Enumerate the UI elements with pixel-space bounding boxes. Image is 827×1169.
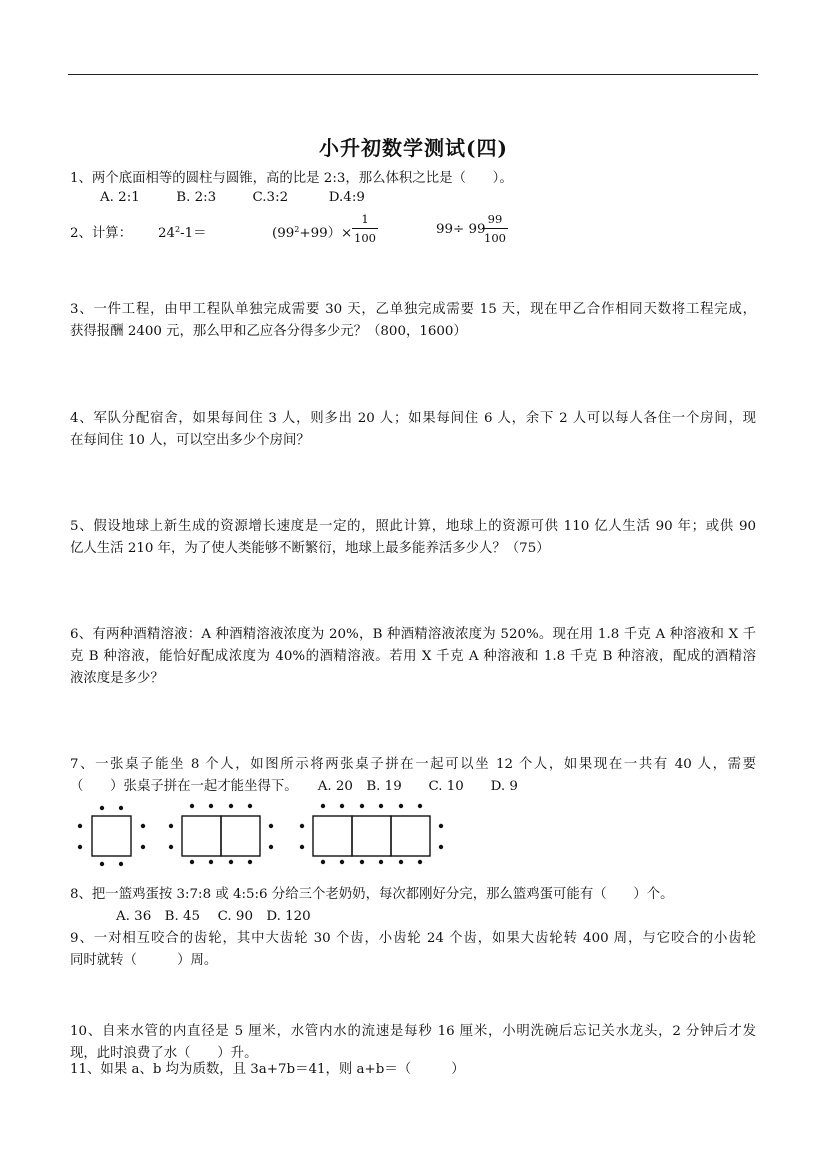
seat-dot <box>100 862 104 866</box>
seat-dot <box>360 860 364 864</box>
seat-dot <box>248 804 252 808</box>
seat-dot <box>229 804 233 808</box>
question-3-line-1: 3、一件工程，由甲工程队单独完成需要 30 天，乙单独完成需要 15 天，现在甲乙合作相同天数将工程完成， <box>70 302 756 317</box>
seat-dot <box>190 804 194 808</box>
question-7-line-1: 7、一张桌子能坐 8 个人，如图所示将两张桌子拼在一起可以坐 12 个人，如果现在一共有 40 人，需要 <box>70 757 756 772</box>
option-c: C.3:2 <box>252 190 289 205</box>
table-3a <box>313 816 352 856</box>
seat-dot <box>78 845 82 849</box>
seat-dot <box>340 860 344 864</box>
seat-dot <box>300 824 304 828</box>
question-3-line-2: 获得报酬 2400 元，那么甲和乙应各分得多少元？（800，1600） <box>70 324 467 339</box>
table-3b <box>352 816 391 856</box>
question-9-line-1: 9、一对相互咬合的齿轮，其中大齿轮 30 个齿，小齿轮 24 个齿，如果大齿轮转 400 周，与它咬合的小齿轮 <box>70 931 756 946</box>
seat-dot <box>78 824 82 828</box>
question-6-line-2: 克 B 种溶液，能恰好配成浓度为 40%的酒精溶液。若用 X 千克 A 种溶液和 1.8 千克 B 种溶液，配成的酒精溶 <box>70 649 756 664</box>
seat-dot <box>119 806 123 810</box>
seat-dot <box>209 860 213 864</box>
seat-dot <box>439 824 443 828</box>
seat-dot <box>439 845 443 849</box>
table-3c <box>391 816 430 856</box>
table-1 <box>92 816 131 856</box>
question-4-line-1: 4、军队分配宿舍，如果每间住 3 人，则多出 20 人；如果每间住 6 人，余下 2 人可以每人各住一个房间，现 <box>70 411 756 426</box>
question-2-fraction-1: $\frac{1}{100}$ <box>352 212 378 246</box>
seat-dot <box>169 824 173 828</box>
question-5-line-2: 亿人生活 210 年，为了使人类能够不断繁衍，地球上最多能养活多少人？（75） <box>70 541 550 556</box>
question-2-label: 2、计算： <box>70 226 133 241</box>
question-2-expr-3: 99÷ 99 <box>436 222 486 237</box>
seat-dot <box>209 804 213 808</box>
question-6-line-1: 6、有两种酒精溶液：A 种酒精溶液浓度为 20%，B 种酒精溶液浓度为 520%。现在用 1.8 千克 A 种溶液和 X 千 <box>70 627 756 642</box>
question-7-line-2: （ ）张桌子拼在一起才能坐得下。 A. 20 B. 19 C. 10 D. 9 <box>70 779 518 794</box>
seat-dot <box>379 860 383 864</box>
question-2-expr-2: $(99^2+99)\times$ <box>272 225 353 241</box>
seat-dot <box>269 845 273 849</box>
option-d: D.4:9 <box>328 190 365 205</box>
seat-dot <box>141 845 145 849</box>
seat-dot <box>340 804 344 808</box>
question-11-text: 11、如果 a、b 均为质数，且 3a+7b＝41，则 a+b＝（ ） <box>70 1062 465 1077</box>
seat-dot <box>321 860 325 864</box>
seat-dot <box>399 804 403 808</box>
table-2a <box>182 816 221 856</box>
question-8-text: 8、把一篮鸡蛋按 3:7:8 或 4:5:6 分给三个老奶奶，每次都刚好分完，那么篮鸡蛋可能有（ ）个。 <box>70 887 674 902</box>
question-10-line-1: 10、自来水管的内直径是 5 厘米，水管内水的流速是每秒 16 厘米，小明洗碗后忘记关水龙头，2 分钟后才发 <box>70 1024 756 1039</box>
seat-dot <box>190 860 194 864</box>
question-1-text: 1、两个底面相等的圆柱与圆锥，高的比是 2:3，那么体积之比是（ ）。 <box>70 171 513 186</box>
question-9-line-2: 同时就转（ ）周。 <box>70 953 218 968</box>
seat-dot <box>418 860 422 864</box>
seat-dot <box>360 804 364 808</box>
seat-dot <box>321 804 325 808</box>
seat-dot <box>141 824 145 828</box>
question-2-expr-1: $24^2-1=$ <box>158 225 207 241</box>
question-10-line-2: 现，此时浪费了水（ ）升。 <box>70 1046 258 1061</box>
seat-dot <box>300 845 304 849</box>
option-a: A. 2:1 <box>100 190 140 205</box>
seat-dot <box>379 804 383 808</box>
table-2b <box>221 816 260 856</box>
seat-dot <box>399 860 403 864</box>
seat-dot <box>418 804 422 808</box>
seat-dot <box>229 860 233 864</box>
question-2-fraction-2: $\frac{99}{100}$ <box>482 212 508 246</box>
option-b: B. 2:3 <box>176 190 217 205</box>
seat-dot <box>169 845 173 849</box>
question-8-options: A. 36 B. 45 C. 90 D. 120 <box>116 909 311 924</box>
seat-dot <box>269 824 273 828</box>
question-4-line-2: 在每间住 10 人，可以空出多少个房间？ <box>70 433 310 448</box>
seat-dot <box>248 860 252 864</box>
question-5-line-1: 5、假设地球上新生成的资源增长速度是一定的，照此计算，地球上的资源可供 110 亿人生活 90 年；或供 90 <box>70 519 756 534</box>
seat-dot <box>100 806 104 810</box>
seat-dot <box>119 862 123 866</box>
question-6-line-3: 液浓度是多少？ <box>70 671 164 686</box>
page-title: 小升初数学测试(四) <box>319 136 508 160</box>
